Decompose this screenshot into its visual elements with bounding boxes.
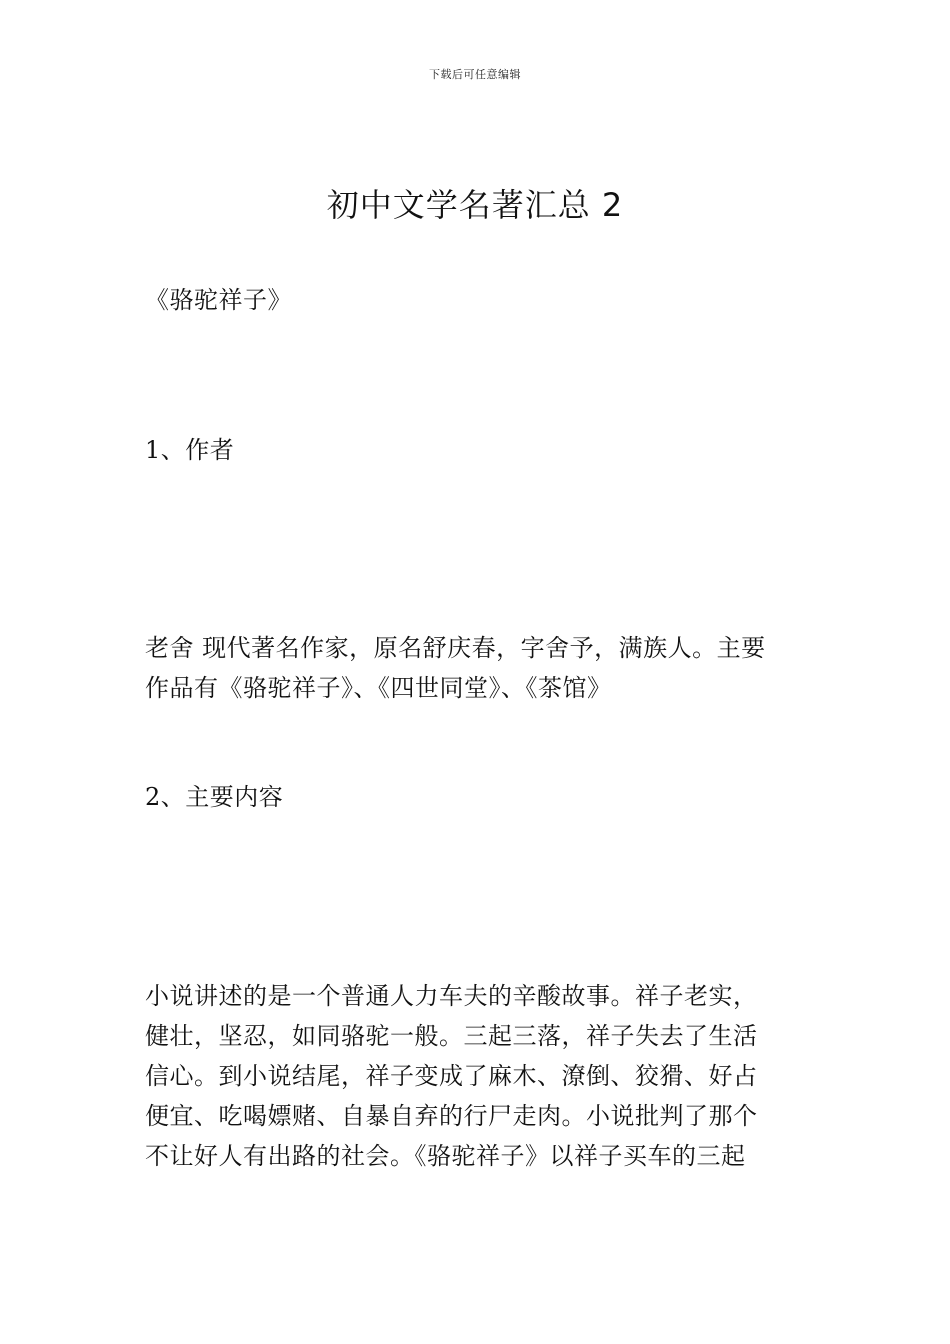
content-paragraph [145,976,810,1176]
paragraph-line: 信心。到小说结尾，祥子变成了麻木、潦倒、狡猾、好占 [145,1062,758,1090]
paragraph-line: 健壮，坚忍，如同骆驼一般。三起三落，祥子失去了生活 [145,1022,758,1050]
header-note: 下载后可任意编辑 [429,68,521,81]
paragraph-line: 便宜、吃喝嫖赌、自暴自弃的行尸走肉。小说批判了那个 [145,1102,758,1130]
paragraph-line: 老舍 现代著名作家，原名舒庆春，字舍予，满族人。主要 [145,634,766,662]
page-title: 初中文学名著汇总 2 [326,186,624,224]
section-heading-author: 1、作者 [145,436,235,464]
book-title: 《骆驼祥子》 [145,286,292,314]
paragraph-line: 作品有《骆驼祥子》、《四世同堂》、《茶馆》 [145,674,612,702]
author-paragraph [145,628,810,708]
section-heading-content: 2、主要内容 [145,783,284,811]
paragraph-line: 不让好人有出路的社会。《骆驼祥子》以祥子买车的三起 [145,1142,746,1170]
paragraph-line: 小说讲述的是一个普通人力车夫的辛酸故事。祥子老实， [145,982,758,1010]
